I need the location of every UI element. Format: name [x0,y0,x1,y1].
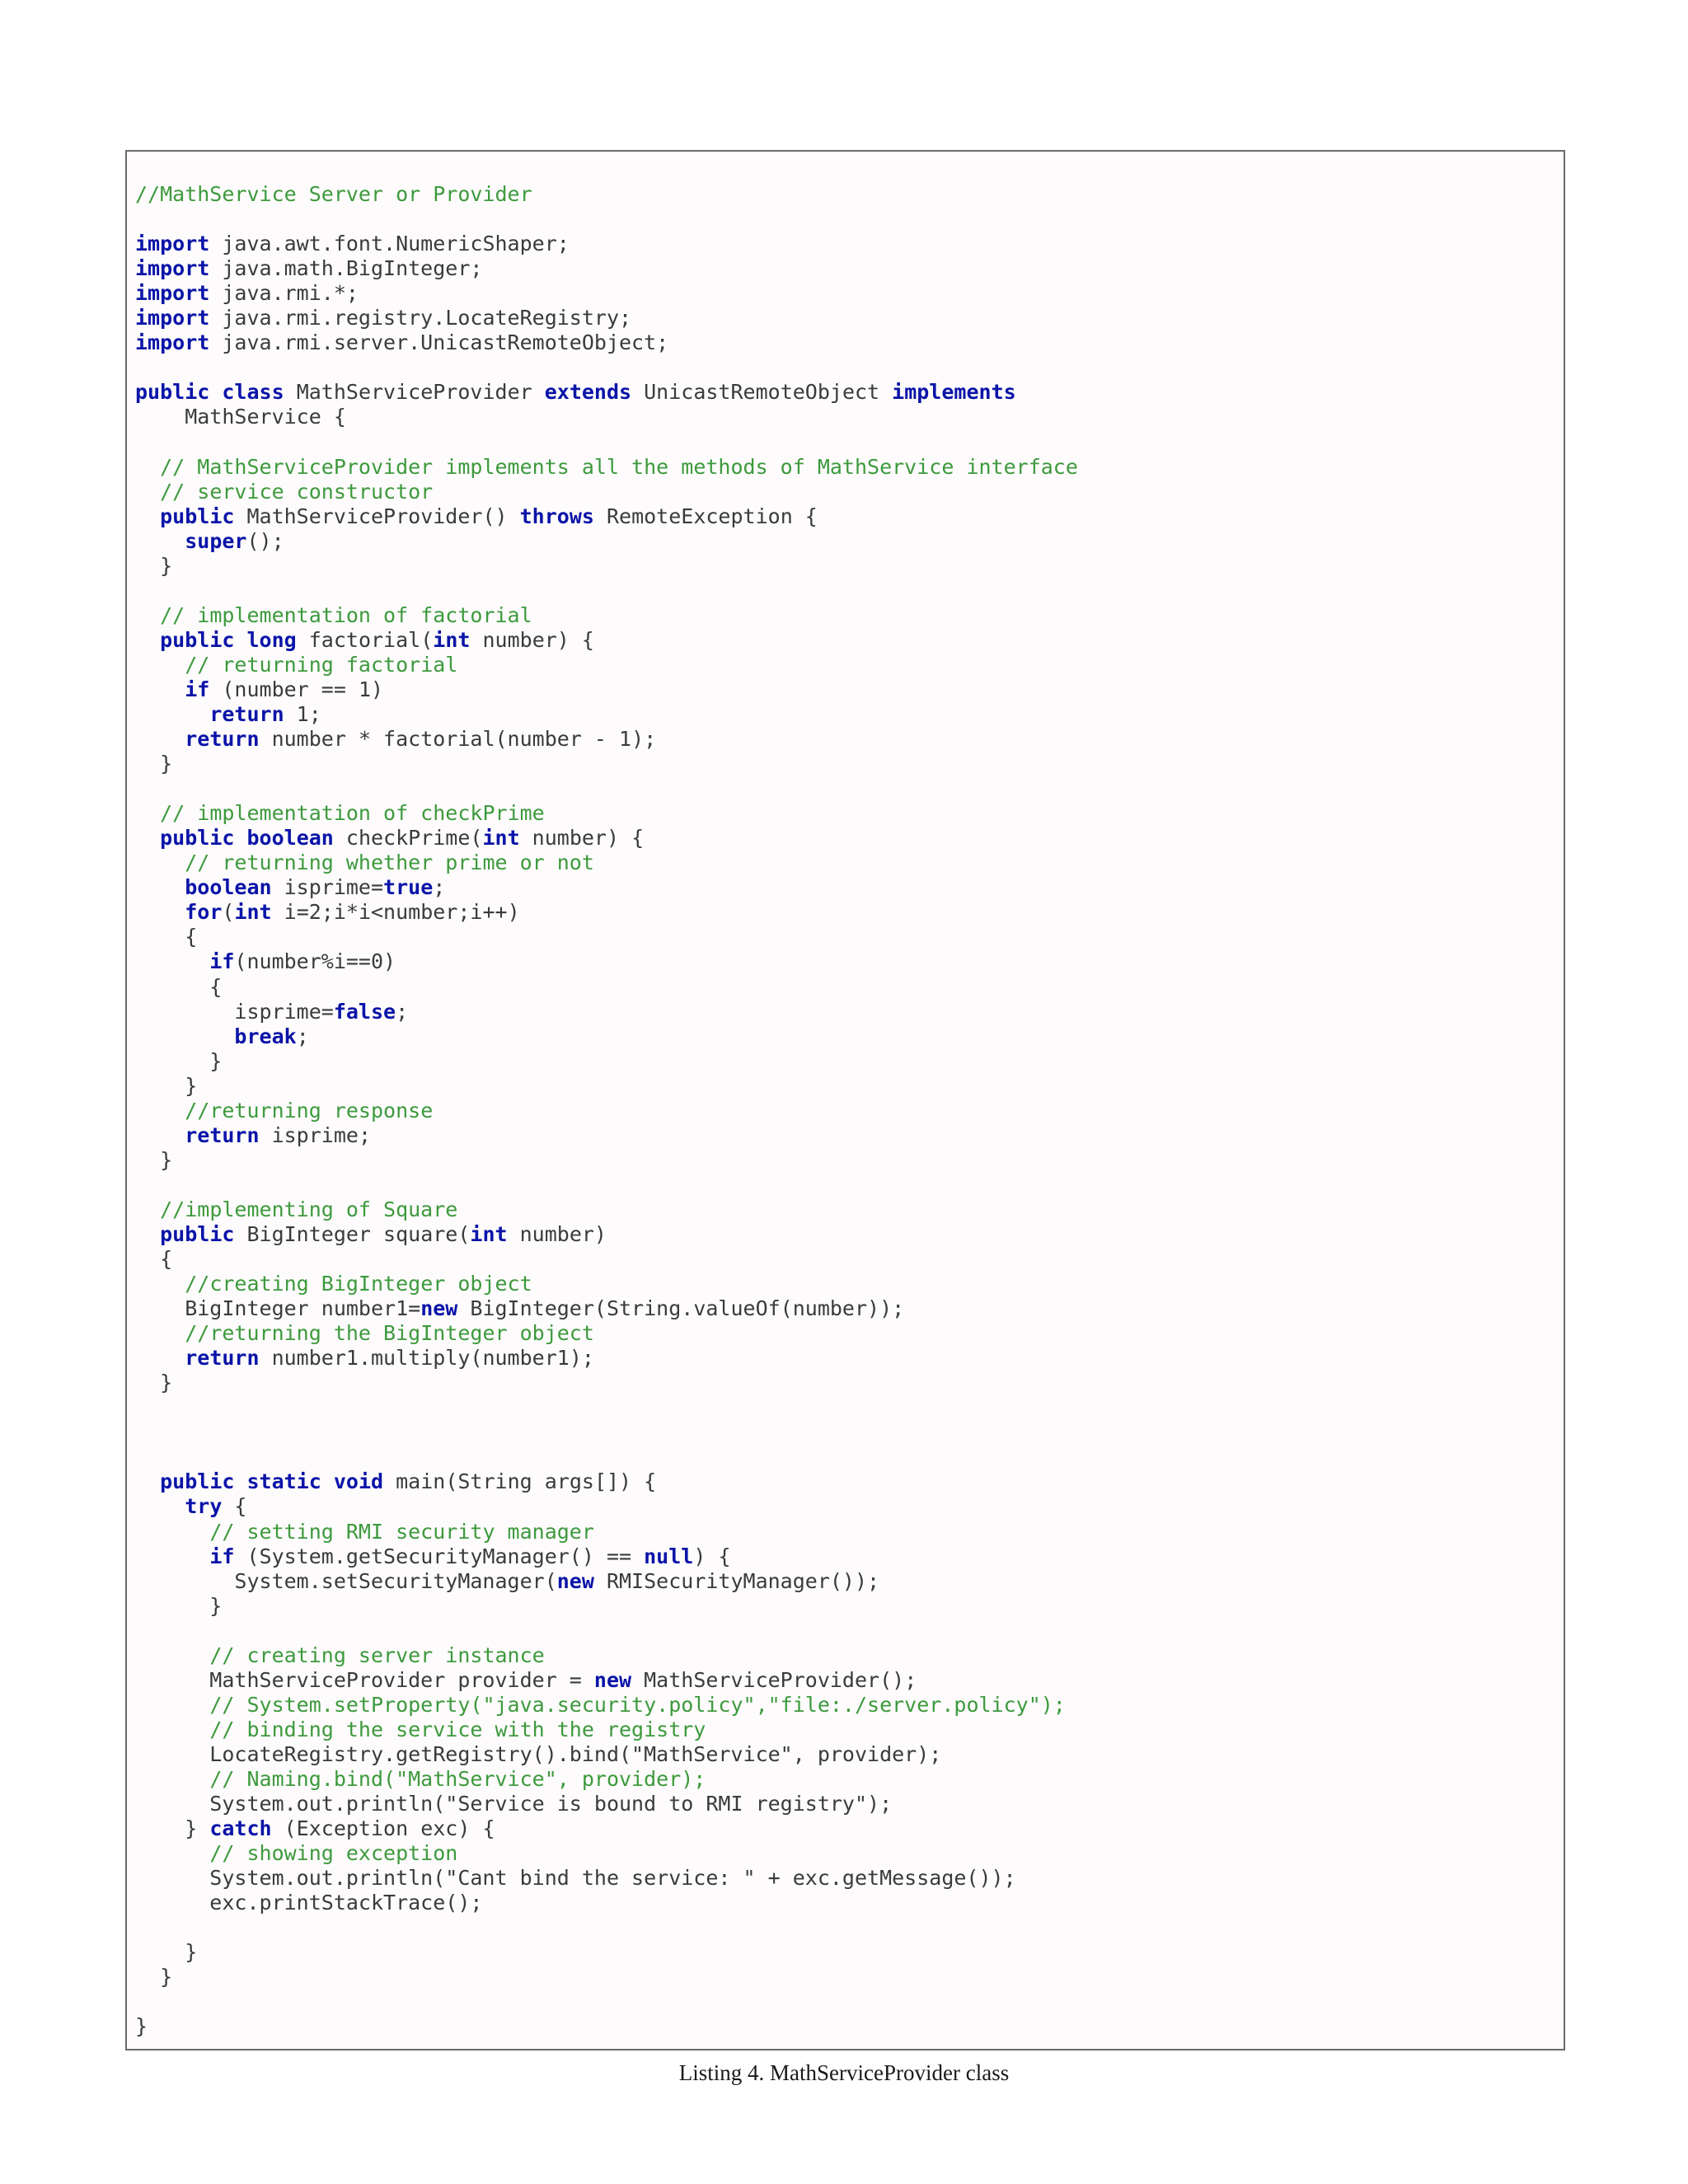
code-text [135,1693,209,1717]
code-text: { [135,925,198,949]
code-line [135,455,1078,480]
code-line [135,1965,1078,1990]
code-comment: //implementing of Square [160,1197,458,1221]
code-text: System.setSecurityManager( [135,1568,557,1593]
code-text [135,1841,209,1865]
code-keyword: public [135,380,210,405]
code-text: java.math.BigInteger; [209,256,483,281]
code-line [135,603,1078,628]
code-text: (); [246,528,284,553]
code-line [135,579,1078,603]
code-text [135,1520,209,1544]
code-line [135,182,1078,207]
code-keyword: break [234,1024,297,1048]
code-line [135,1520,1078,1544]
code-comment: // binding the service with the registry [209,1717,706,1741]
code-keyword: class [222,380,284,405]
code-text [135,1643,209,1667]
code-text [135,653,185,677]
code-line [135,1866,1078,1891]
code-line [135,1099,1078,1123]
code-text: } [135,1048,223,1073]
code-keyword: if [185,677,210,701]
code-text: isprime= [271,875,384,900]
code-text: BigInteger square( [234,1221,471,1246]
code-text [135,628,160,652]
code-text: ; [296,1024,309,1048]
code-text: BigInteger(String.valueOf(number)); [457,1296,905,1321]
code-text: 1; [284,701,321,726]
code-keyword: null [644,1544,694,1568]
code-text [135,949,209,973]
code-keyword: extends [544,380,632,405]
code-keyword: public [160,627,235,652]
code-line [135,306,1078,330]
code-text: isprime; [259,1122,371,1147]
code-text: java.rmi.registry.LocateRegistry; [209,306,632,330]
code-keyword: false [333,999,396,1024]
code-line [135,727,1078,752]
code-line [135,1346,1078,1371]
code-line [135,1000,1078,1024]
code-line [135,628,1078,653]
code-text: (System.getSecurityManager() == [234,1544,645,1568]
code-comment: // creating server instance [209,1643,545,1667]
code-line [135,554,1078,579]
code-text [135,1469,160,1493]
code-line [135,1940,1078,1965]
code-line [135,1693,1078,1718]
code-text: main(String args[]) { [383,1469,657,1494]
code-text [135,1123,185,1147]
code-line [135,1321,1078,1346]
code-text: ( [222,900,235,925]
code-line [135,1173,1078,1197]
code-text: } [135,752,173,776]
code-line [135,380,1078,405]
code-text: number) { [470,627,594,652]
code-comment: //returning the BigInteger object [185,1321,594,1346]
code-line [135,1197,1078,1222]
code-keyword: return [185,1122,260,1147]
code-listing-frame [125,150,1565,2050]
code-text [135,1718,209,1741]
code-comment: // implementation of factorial [160,602,532,627]
code-text: System.out.println("Service is bound to RMI registry"); [135,1792,893,1816]
code-line [135,1247,1078,1272]
code-text: number * factorial(number - 1); [259,727,657,752]
code-line [135,1222,1078,1247]
code-comment: // System.setProperty("java.security.policy","file:./server.policy"); [209,1692,1066,1717]
code-keyword: public [160,1221,235,1246]
code-line [135,1594,1078,1619]
code-text: ) { [693,1544,731,1568]
code-line [135,1569,1078,1594]
code-keyword: new [593,1667,632,1692]
code-comment: // returning whether prime or not [185,851,594,875]
code-text: java.rmi.server.UnicastRemoteObject; [209,330,669,355]
code-line [135,281,1078,306]
code-text: BigInteger number1= [135,1296,421,1321]
code-text: ; [396,999,409,1024]
code-keyword: public [160,1469,235,1494]
code-comment: // showing exception [209,1841,458,1866]
code-text: java.rmi.*; [209,281,359,306]
code-keyword: int [433,627,471,652]
code-text: (Exception exc) { [271,1816,495,1841]
code-line [135,752,1078,776]
code-text: } [135,1965,173,1990]
code-keyword: void [333,1469,384,1494]
code-line [135,1816,1078,1841]
code-comment: //returning response [185,1098,434,1122]
code-comment: // setting RMI security manager [209,1519,594,1544]
code-line [135,529,1078,554]
code-line [135,1469,1078,1494]
code-comment: //MathService Server or Provider [135,182,532,206]
code-text [135,603,160,627]
code-text [135,1272,185,1296]
code-text: } [135,1147,173,1172]
code-text: } [135,1371,173,1395]
code-line [135,1915,1078,1940]
code-keyword: import [135,330,210,355]
code-line [135,851,1078,875]
code-text: ; [433,875,446,900]
code-text [135,801,160,825]
code-line [135,1395,1078,1420]
code-text [135,455,160,479]
code-comment: // returning factorial [185,652,458,677]
code-line [135,1891,1078,1915]
code-text: { [135,1247,173,1272]
code-text: number) [507,1221,607,1246]
code-text: isprime= [135,999,334,1024]
code-text: (number == 1) [209,677,384,701]
code-line [135,875,1078,900]
code-line [135,1990,1078,2014]
code-text: { [222,1494,247,1519]
code-line [135,702,1078,727]
code-text [135,1099,185,1122]
code-line [135,1792,1078,1816]
code-text: System.out.println("Cant bind the service: " + exc.getMessage()); [135,1866,1016,1891]
code-line [135,1718,1078,1742]
code-line [135,355,1078,380]
code-keyword: boolean [246,826,334,851]
code-text: RMISecurityManager()); [593,1568,880,1593]
code-line [135,1049,1078,1074]
code-line [135,480,1078,504]
code-keyword: int [470,1221,508,1246]
code-text [234,826,246,850]
code-keyword: int [234,900,272,925]
code-text: LocateRegistry.getRegistry().bind("MathService", provider); [135,1741,942,1766]
code-line [135,1619,1078,1643]
code-text [135,480,160,504]
code-text [135,1197,160,1221]
code-line [135,1371,1078,1395]
code-line [135,1074,1078,1099]
code-text [135,900,185,924]
code-text [321,1469,334,1493]
code-line [135,207,1078,232]
listing-caption: Listing 4. MathServiceProvider class [678,2060,1010,2085]
code-keyword: new [420,1296,458,1321]
code-text: factorial( [296,627,434,652]
code-line [135,949,1078,974]
code-comment: // service constructor [160,479,434,504]
code-text: java.awt.font.NumericShaper; [209,232,570,256]
code-line [135,1767,1078,1792]
code-line [135,405,1078,429]
code-text [234,628,246,652]
code-text [135,702,209,726]
code-line [135,925,1078,949]
code-keyword: super [185,528,247,553]
code-line [135,1643,1078,1668]
code-keyword: return [209,701,284,726]
code-keyword: new [556,1568,594,1593]
code-text: } [135,2014,148,2039]
code-text: MathServiceProvider() [234,504,520,528]
code-line [135,1668,1078,1693]
code-line [135,1024,1078,1049]
code-line [135,429,1078,454]
code-text: number1.multiply(number1); [259,1346,594,1371]
code-comment: // implementation of checkPrime [160,801,545,826]
code-text [135,1767,209,1791]
code-keyword: try [185,1494,223,1519]
code-text: i=2;i*i<number;i++) [271,900,520,925]
code-line [135,1272,1078,1296]
code-line [135,1420,1078,1445]
code-line [135,1494,1078,1519]
code-line [135,801,1078,826]
code-text [234,1469,246,1493]
code-keyword: import [135,281,210,306]
code-text [135,1321,185,1345]
code-line [135,653,1078,677]
code-line [135,1742,1078,1767]
code-line [135,232,1078,256]
code-text [135,1544,209,1568]
code-comment: // Naming.bind("MathService", provider); [209,1767,706,1791]
code-line [135,1296,1078,1321]
code-text [135,1024,234,1048]
code-keyword: import [135,256,210,281]
code-line [135,1148,1078,1173]
code-line [135,256,1078,281]
code-text [209,380,222,404]
code-line [135,1445,1078,1469]
code-line [135,677,1078,702]
code-line [135,330,1078,355]
code-text [135,727,185,751]
code-text [135,1222,160,1246]
code-line [135,826,1078,851]
code-keyword: import [135,306,210,330]
code-text: MathService { [135,405,346,429]
code-line [135,1123,1078,1148]
code-text [135,504,160,528]
code-block [135,182,1078,2040]
code-line [135,975,1078,1000]
code-line [135,2014,1078,2039]
code-line [135,504,1078,529]
code-line [135,1841,1078,1866]
code-comment: // MathServiceProvider implements all the methods of MathService interface [160,454,1078,479]
code-keyword: if [209,949,235,974]
code-keyword: int [482,826,520,851]
code-text [135,1346,185,1370]
code-text: UnicastRemoteObject [631,380,893,405]
code-keyword: static [246,1469,321,1494]
code-keyword: boolean [185,875,272,900]
code-text: } [135,1593,223,1618]
code-keyword: if [209,1544,235,1568]
code-text: MathServiceProvider [284,380,545,405]
code-text [135,1494,185,1518]
code-line [135,1544,1078,1569]
code-keyword: for [185,900,223,925]
code-text: checkPrime( [333,826,483,851]
code-text: { [135,974,223,999]
code-text: } [135,1073,198,1098]
code-keyword: import [135,232,210,256]
code-text: } [135,1940,198,1965]
code-keyword: public [160,504,235,528]
code-keyword: implements [892,380,1016,405]
code-line [135,900,1078,925]
code-keyword: catch [209,1816,272,1841]
code-text: MathServiceProvider(); [631,1667,917,1692]
code-text: MathServiceProvider provider = [135,1667,594,1692]
code-text [135,851,185,874]
code-text: (number%i==0) [234,949,396,974]
code-text: exc.printStackTrace(); [135,1891,483,1915]
code-text [135,529,185,553]
code-text [135,677,185,701]
code-text: RemoteException { [593,504,818,528]
code-keyword: return [185,1346,260,1371]
code-keyword: return [185,727,260,752]
code-keyword: long [246,627,297,652]
code-line [135,776,1078,801]
code-keyword: public [160,826,235,851]
code-text [135,875,185,899]
code-text: } [135,553,173,578]
code-text: } [135,1816,210,1841]
code-keyword: throws [519,504,594,528]
code-keyword: true [383,875,434,900]
code-comment: //creating BigInteger object [185,1272,532,1296]
code-text [135,826,160,850]
code-text: number) { [519,826,645,851]
